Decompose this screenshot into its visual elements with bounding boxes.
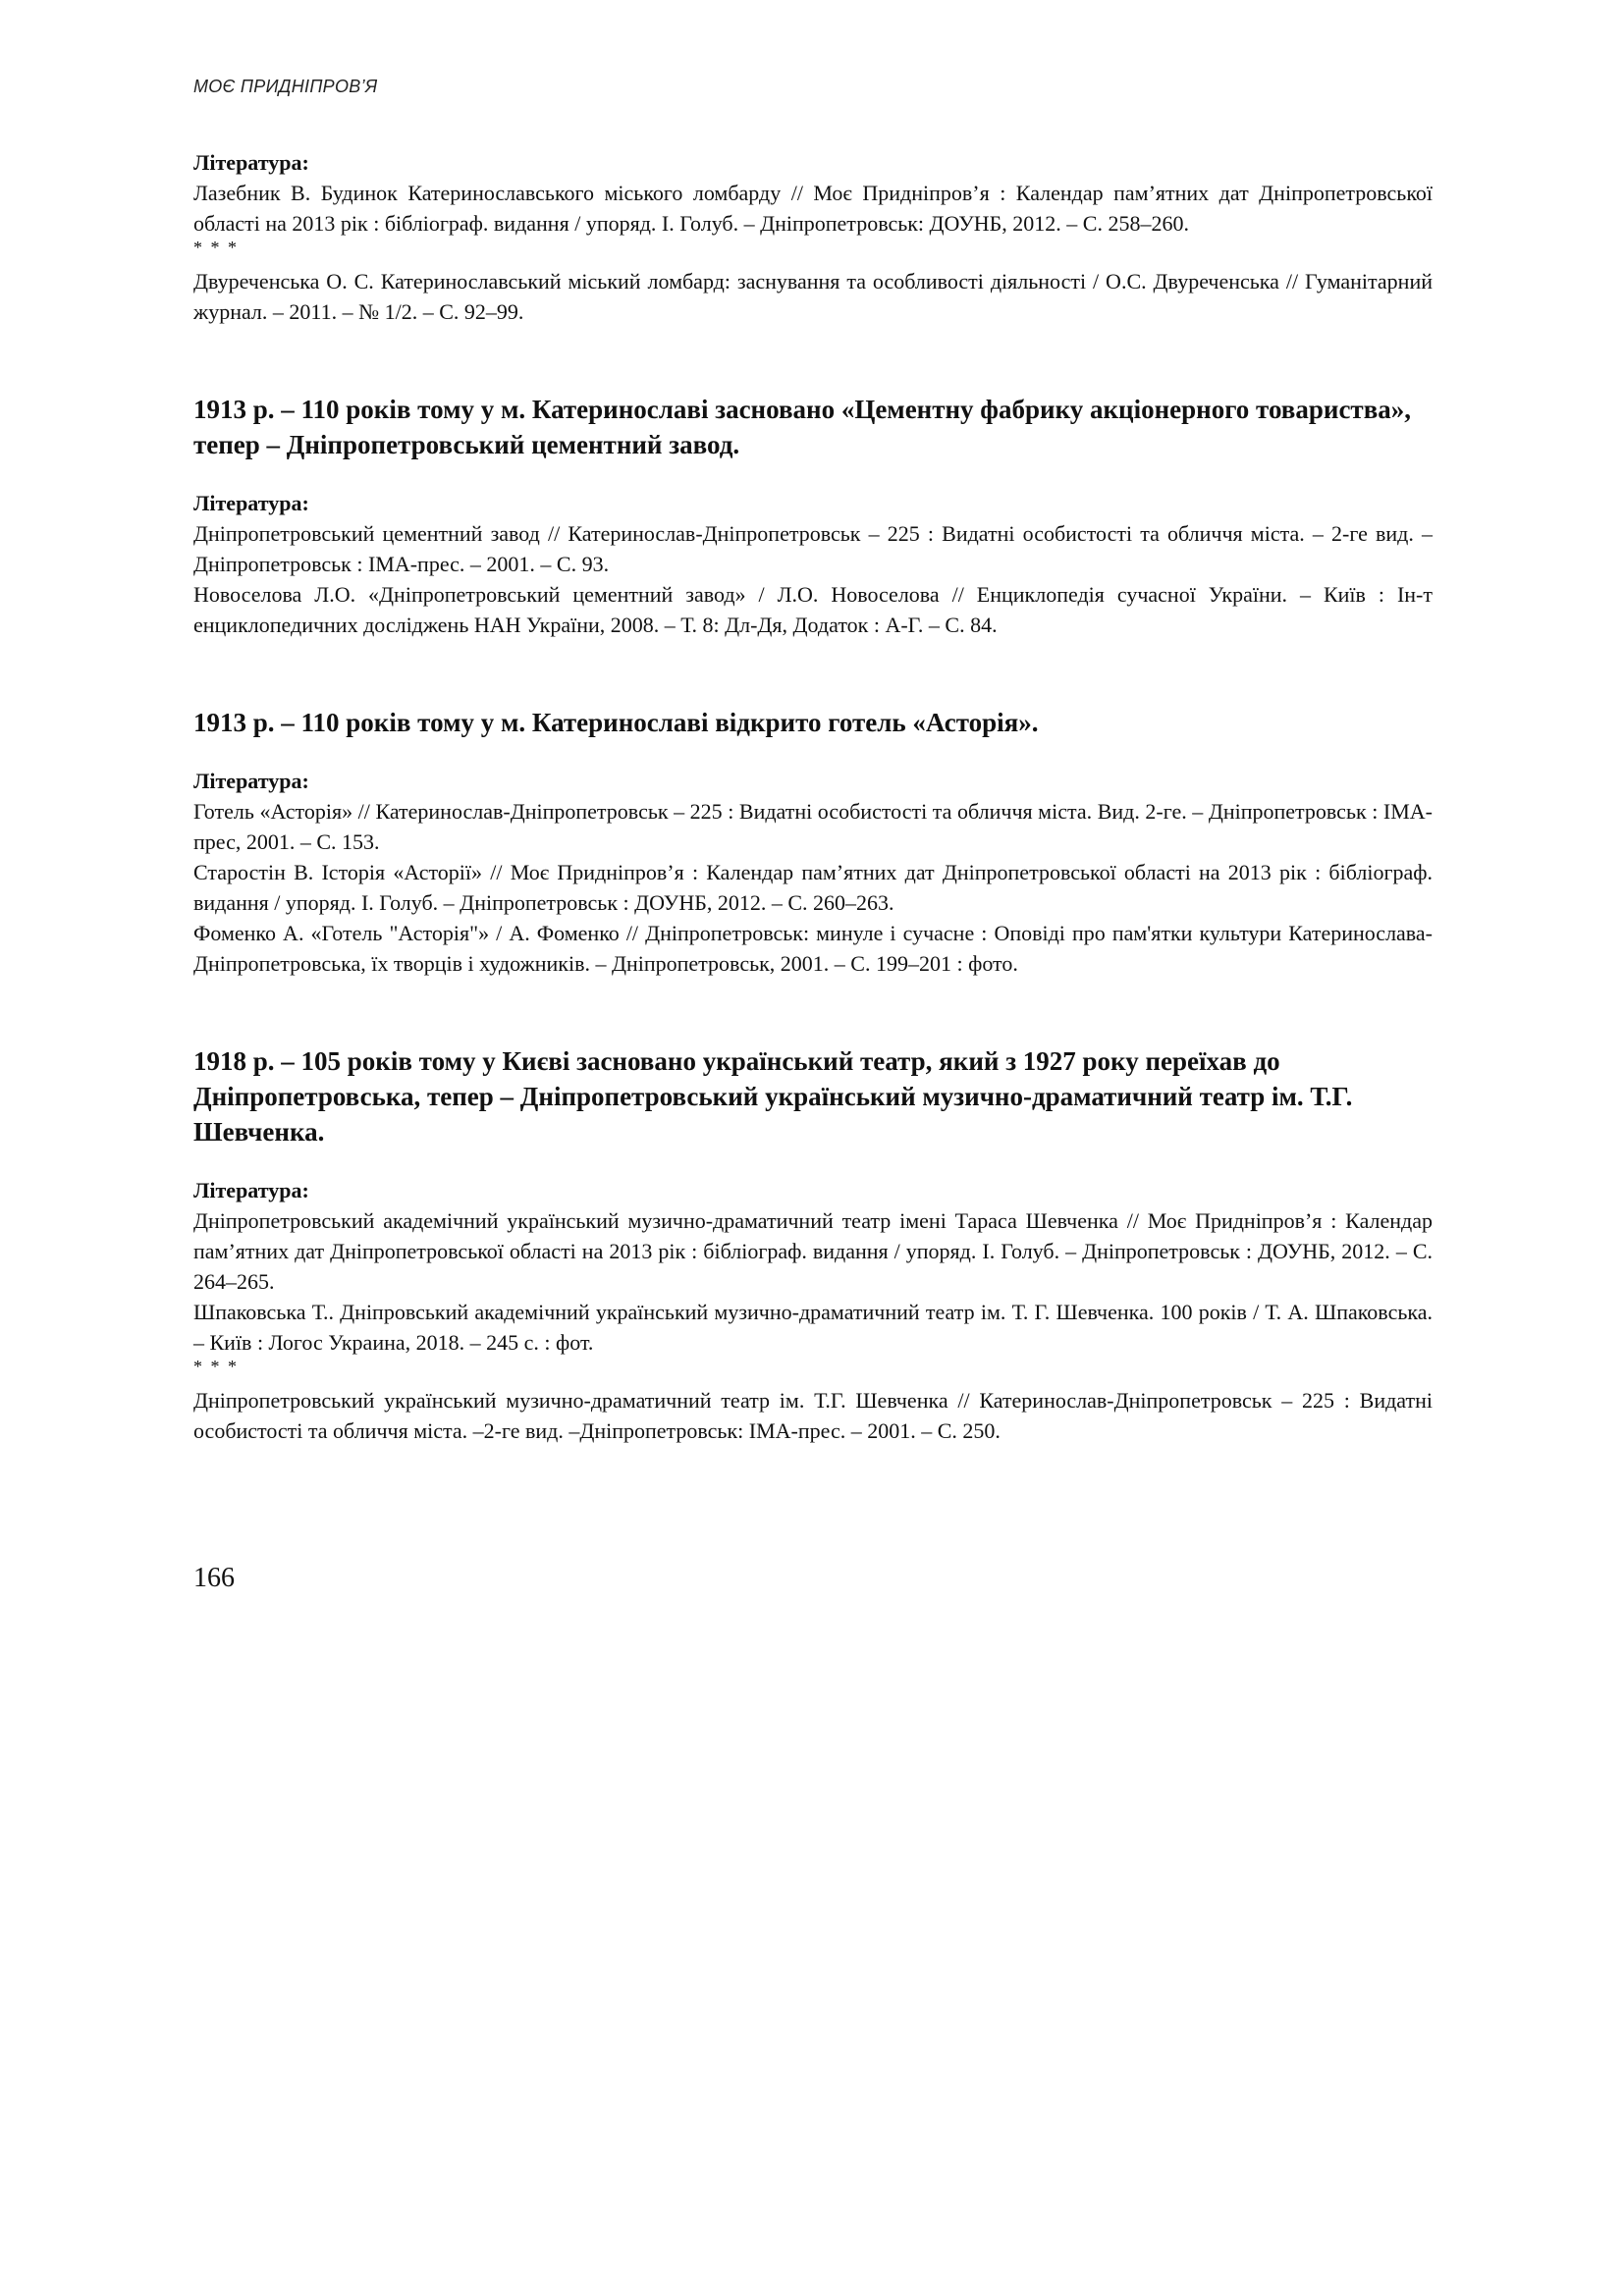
page-content [193, 147, 1433, 1446]
page-number: 166 [193, 1563, 235, 1593]
running-title: МОЄ ПРИДНІПРОВ’Я [193, 77, 378, 96]
event-heading: 1913 р. – 110 років тому у м. Катеринославі відкрито готель «Асторія». [193, 708, 1039, 737]
literature-heading: Література: [193, 1178, 309, 1202]
event-section [193, 1043, 1433, 1446]
literature-heading: Література: [193, 150, 309, 175]
literature-heading: Література: [193, 491, 309, 515]
bibliography-entry: Старостін В. Історія «Асторії» // Моє Придніпров’я : Календар пам’ятних дат Дніпропетровської області на 2013 рік : бібліограф. видання / упоряд. І. Голуб. – Дніпропетровськ : ДОУНБ, 2012. – С. 260–263. [193, 860, 1433, 915]
separator-stars: * * * [193, 238, 239, 257]
separator-stars: * * * [193, 1357, 239, 1376]
bibliography-entry: Дніпропетровський академічний український музично-драматичний театр імені Тараса Шевченка // Моє Придніпров’я : Календар пам’ятних дат Дніпропетровської області на 2013 рік : бібліограф. видання / упоряд. І. Голуб. – Дніпропетровськ : ДОУНБ, 2012. – С. 264–265. [193, 1208, 1433, 1294]
bibliography-entry: Двуреченська О. С. Катеринославський міський ломбард: заснування та особливості діяльності / О.С. Двуреченська // Гуманітарний журнал. – 2011. – № 1/2. – С. 92–99. [193, 269, 1433, 324]
bibliography-entry: Шпаковська Т.. Дніпровський академічний український музично-драматичний театр ім. Т. Г. Шевченка. 100 років / Т. А. Шпаковська. – Київ : Логос Украина, 2018. – 245 с. : фот. [193, 1300, 1433, 1355]
event-section [193, 705, 1433, 979]
bibliography-entry: Дніпропетровський цементний завод // Катеринослав-Дніпропетровськ – 225 : Видатні особистості та обличчя міста. – 2-ге вид. –Дніпропетровськ : ІМА-прес. – 2001. – С. 93. [193, 521, 1433, 576]
event-heading: 1918 р. – 105 років тому у Києві засновано український театр, який з 1927 року переїхав до Дніпропетровська, тепер – Дніпропетровський український музично-драматичний театр ім. Т.Г. Шевченка. [193, 1046, 1353, 1147]
bibliography-entry: Готель «Асторія» // Катеринослав-Дніпропетровськ – 225 : Видатні особистості та обличчя міста. Вид. 2-ге. – Дніпропетровськ : ІМА-прес, 2001. – С. 153. [193, 799, 1433, 854]
bibliography-entry: Лазебник В. Будинок Катеринославського міського ломбарду // Моє Придніпров’я : Календар пам’ятних дат Дніпропетровської області на 2013 рік : бібліограф. видання / упоряд. І. Голуб. – Дніпропетровськ: ДОУНБ, 2012. – С. 258–260. [193, 181, 1433, 236]
event-section [193, 392, 1433, 640]
literature-heading: Література: [193, 769, 309, 793]
bibliography-entry: Новоселова Л.О. «Дніпропетровський цементний завод» / Л.О. Новоселова // Енциклопедія сучасної України. – Київ : Ін-т енциклопедичних досліджень НАН України, 2008. – Т. 8: Дл-Дя, Додаток : А-Г. – С. 84. [193, 582, 1433, 637]
bibliography-entry: Фоменко А. «Готель "Асторія"» / А. Фоменко // Дніпропетровськ: минуле і сучасне : Оповіді про пам'ятки культури Катеринослава-Дніпропетровська, їх творців і художників. – Дніпропетровськ, 2001. – С. 199–201 : фото. [193, 921, 1433, 976]
event-heading: 1913 р. – 110 років тому у м. Катеринославі засновано «Цементну фабрику акціонерного товариства», тепер – Дніпропетровський цементний завод. [193, 395, 1412, 459]
bibliography-entry: Дніпропетровський український музично-драматичний театр ім. Т.Г. Шевченка // Катеринослав-Дніпропетровськ – 225 : Видатні особистості та обличчя міста. –2-ге вид. –Дніпропетровськ: ІМА-прес. – 2001. – С. 250. [193, 1388, 1433, 1443]
literature-section [193, 147, 1433, 327]
